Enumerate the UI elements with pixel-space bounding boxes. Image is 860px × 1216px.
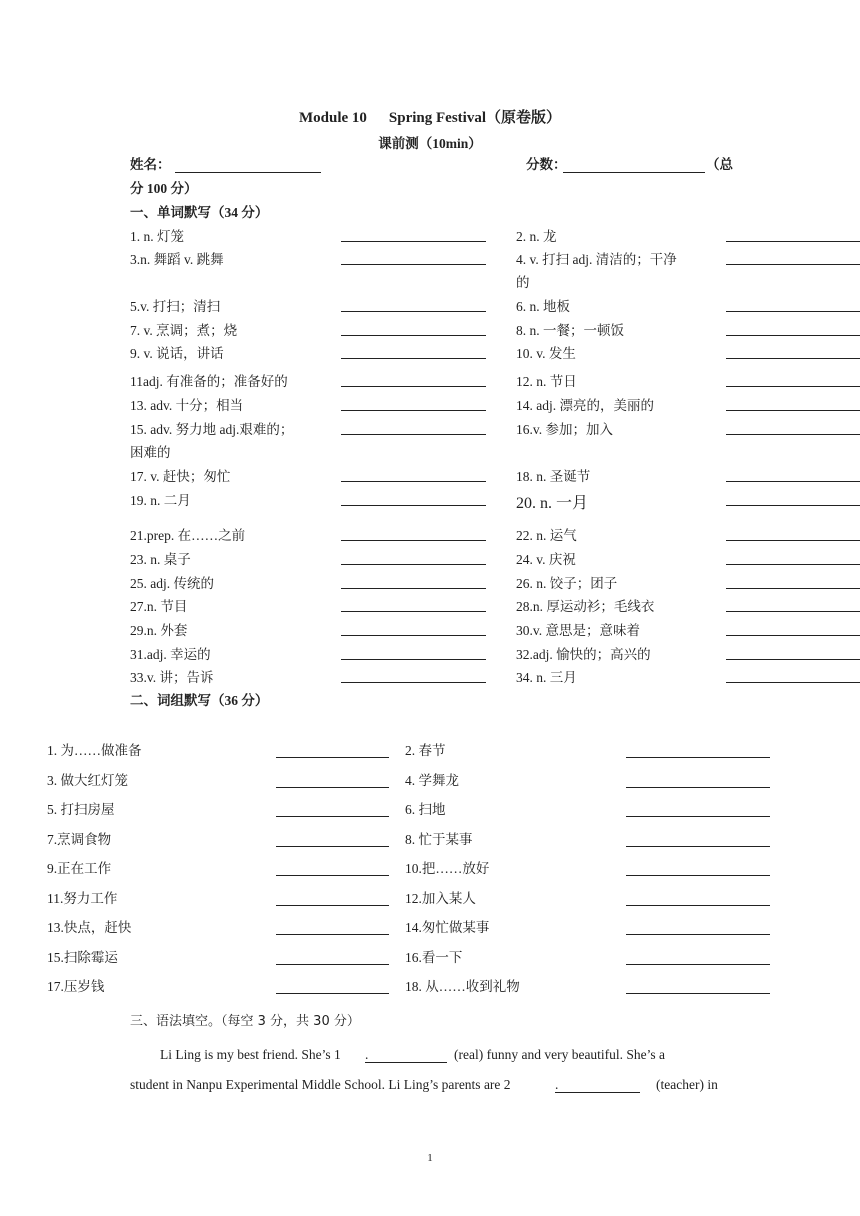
word-item-left: 3.n. 舞蹈 v. 跳舞 bbox=[130, 252, 224, 267]
word-item-continuation: 困难的 bbox=[130, 445, 171, 460]
answer-line[interactable] bbox=[276, 757, 389, 758]
phrase-item-right: 6. 扫地 bbox=[405, 802, 446, 817]
word-item-left: 27.n. 节目 bbox=[130, 599, 188, 614]
answer-line[interactable] bbox=[276, 993, 389, 994]
word-item-right: 32.adj. 愉快的；高兴的 bbox=[516, 647, 651, 662]
word-item-right: 10. v. 发生 bbox=[516, 346, 576, 361]
answer-line[interactable] bbox=[341, 264, 486, 265]
passage-line2-end: (teacher) in bbox=[656, 1077, 718, 1092]
phrase-item-left: 7.烹调食物 bbox=[47, 832, 112, 847]
title-text: Spring Festival（原卷版） bbox=[388, 110, 561, 126]
answer-line[interactable] bbox=[626, 846, 770, 847]
phrase-item-right: 10.把……放好 bbox=[405, 861, 490, 876]
word-item-left: 5.v. 打扫；清扫 bbox=[130, 299, 221, 314]
phrase-item-left: 15.扫除霉运 bbox=[47, 950, 118, 965]
blank-1[interactable] bbox=[365, 1062, 447, 1063]
answer-line[interactable] bbox=[341, 540, 486, 541]
answer-line[interactable] bbox=[726, 588, 860, 589]
word-item-right: 12. n. 节日 bbox=[516, 374, 577, 389]
answer-line[interactable] bbox=[726, 505, 860, 506]
phrase-item-right: 12.加入某人 bbox=[405, 891, 476, 906]
phrase-item-left: 11.努力工作 bbox=[47, 891, 118, 906]
answer-line[interactable] bbox=[341, 481, 486, 482]
word-item-left: 33.v. 讲；告诉 bbox=[130, 670, 214, 685]
word-item-right: 4. v. 打扫 adj. 清洁的；干净 bbox=[516, 252, 677, 267]
word-item-right: 26. n. 饺子；团子 bbox=[516, 576, 618, 591]
answer-line[interactable] bbox=[341, 386, 486, 387]
word-item-left: 15. adv. 努力地 adj.艰难的； bbox=[130, 422, 294, 437]
answer-line[interactable] bbox=[726, 358, 860, 359]
blank-2-dot: . bbox=[555, 1077, 559, 1092]
answer-line[interactable] bbox=[726, 564, 860, 565]
word-item-right: 2. n. 龙 bbox=[516, 229, 557, 244]
module-label: Module 10 bbox=[298, 110, 367, 126]
answer-line[interactable] bbox=[341, 635, 486, 636]
answer-line[interactable] bbox=[341, 682, 486, 683]
name-input-line[interactable] bbox=[175, 172, 321, 173]
answer-line[interactable] bbox=[726, 659, 860, 660]
answer-line[interactable] bbox=[341, 335, 486, 336]
blank-1-dot: . bbox=[365, 1047, 369, 1062]
answer-line[interactable] bbox=[341, 241, 486, 242]
word-item-left: 29.n. 外套 bbox=[130, 623, 188, 638]
answer-line[interactable] bbox=[276, 875, 389, 876]
phrase-item-right: 8. 忙于某事 bbox=[405, 832, 473, 847]
word-item-right: 30.v. 意思是；意味着 bbox=[516, 623, 640, 638]
word-item-left: 1. n. 灯笼 bbox=[130, 229, 184, 244]
word-item-right: 16.v. 参加；加入 bbox=[516, 422, 613, 437]
name-label: 姓名： bbox=[130, 157, 171, 172]
answer-line[interactable] bbox=[726, 635, 860, 636]
answer-line[interactable] bbox=[726, 335, 860, 336]
word-item-left: 25. adj. 传统的 bbox=[130, 576, 214, 591]
word-item-left: 23. n. 桌子 bbox=[130, 552, 191, 567]
phrase-item-right: 16.看一下 bbox=[405, 950, 463, 965]
answer-line[interactable] bbox=[341, 659, 486, 660]
word-item-left: 31.adj. 幸运的 bbox=[130, 647, 211, 662]
answer-line[interactable] bbox=[626, 787, 770, 788]
section2-heading: 二、词组默写（36 分） bbox=[130, 693, 269, 708]
answer-line[interactable] bbox=[276, 964, 389, 965]
phrase-item-left: 5. 打扫房屋 bbox=[47, 802, 115, 817]
word-item-right: 14. adj. 漂亮的，美丽的 bbox=[516, 398, 654, 413]
answer-line[interactable] bbox=[726, 540, 860, 541]
answer-line[interactable] bbox=[726, 410, 860, 411]
answer-line[interactable] bbox=[626, 964, 770, 965]
word-item-right: 8. n. 一餐；一顿饭 bbox=[516, 323, 624, 338]
phrase-item-right: 4. 学舞龙 bbox=[405, 773, 459, 788]
answer-line[interactable] bbox=[276, 846, 389, 847]
answer-line[interactable] bbox=[341, 410, 486, 411]
answer-line[interactable] bbox=[726, 481, 860, 482]
section1-heading: 一、单词默写（34 分） bbox=[130, 205, 269, 220]
phrase-item-left: 1. 为……做准备 bbox=[47, 743, 142, 758]
score-label: 分数： bbox=[526, 157, 567, 172]
word-item-left: 21.prep. 在……之前 bbox=[130, 528, 246, 543]
answer-line[interactable] bbox=[341, 311, 486, 312]
answer-line[interactable] bbox=[626, 905, 770, 906]
answer-line[interactable] bbox=[726, 682, 860, 683]
passage-line1-end: (real) funny and very beautiful. She’s a bbox=[454, 1047, 666, 1062]
answer-line[interactable] bbox=[726, 386, 860, 387]
word-item-right: 6. n. 地板 bbox=[516, 299, 570, 314]
answer-line[interactable] bbox=[341, 358, 486, 359]
answer-line[interactable] bbox=[726, 611, 860, 612]
answer-line[interactable] bbox=[341, 434, 486, 435]
answer-line[interactable] bbox=[341, 505, 486, 506]
word-item-left: 11adj. 有准备的；准备好的 bbox=[130, 374, 288, 389]
word-item-continuation: 的 bbox=[516, 275, 530, 290]
phrase-item-right: 14.匆忙做某事 bbox=[405, 920, 490, 935]
score-suffix: （总 bbox=[706, 157, 733, 172]
answer-line[interactable] bbox=[626, 816, 770, 817]
word-item-right: 34. n. 三月 bbox=[516, 670, 577, 685]
subtitle: 课前测（10min） bbox=[378, 136, 482, 151]
passage-line2-start: student in Nanpu Experimental Middle School. Li Ling’s parents are 2 bbox=[130, 1077, 511, 1092]
answer-line[interactable] bbox=[276, 934, 389, 935]
answer-line[interactable] bbox=[726, 434, 860, 435]
phrase-item-right: 18. 从……收到礼物 bbox=[405, 979, 520, 994]
answer-line[interactable] bbox=[626, 934, 770, 935]
page-number: 1 bbox=[427, 1152, 433, 1164]
phrase-item-left: 13.快点，赶快 bbox=[47, 920, 132, 935]
document-title bbox=[0, 106, 860, 127]
blank-2[interactable] bbox=[555, 1092, 640, 1093]
word-item-right: 20. n. 一月 bbox=[516, 495, 589, 512]
total-score: 分 100 分） bbox=[130, 181, 198, 196]
answer-line[interactable] bbox=[726, 311, 860, 312]
word-item-left: 7. v. 烹调；煮；烧 bbox=[130, 323, 238, 338]
answer-line[interactable] bbox=[276, 905, 389, 906]
word-item-right: 18. n. 圣诞节 bbox=[516, 469, 591, 484]
answer-line[interactable] bbox=[341, 611, 486, 612]
answer-line[interactable] bbox=[726, 241, 860, 242]
phrase-item-left: 9.正在工作 bbox=[47, 861, 112, 876]
section3-heading: 三、语法填空。（每空 3 分，共 30 分） bbox=[130, 1014, 360, 1029]
answer-line[interactable] bbox=[341, 564, 486, 565]
word-item-left: 19. n. 二月 bbox=[130, 493, 191, 508]
word-item-right: 28.n. 厚运动衫；毛线衣 bbox=[516, 599, 655, 614]
passage-line1-start: Li Ling is my best friend. She’s 1 bbox=[160, 1047, 341, 1062]
word-item-left: 13. adv. 十分；相当 bbox=[130, 398, 244, 413]
answer-line[interactable] bbox=[726, 264, 860, 265]
score-input-line[interactable] bbox=[563, 172, 705, 173]
word-item-right: 24. v. 庆祝 bbox=[516, 552, 576, 567]
word-item-left: 9. v. 说话，讲话 bbox=[130, 346, 224, 361]
answer-line[interactable] bbox=[341, 588, 486, 589]
phrase-item-right: 2. 春节 bbox=[405, 743, 446, 758]
word-item-right: 22. n. 运气 bbox=[516, 528, 577, 543]
word-item-left: 17. v. 赶快；匆忙 bbox=[130, 469, 231, 484]
phrase-item-left: 17.压岁钱 bbox=[47, 979, 105, 994]
phrase-item-left: 3. 做大红灯笼 bbox=[47, 773, 128, 788]
answer-line[interactable] bbox=[626, 993, 770, 994]
answer-line[interactable] bbox=[276, 816, 389, 817]
answer-line[interactable] bbox=[276, 787, 389, 788]
answer-line[interactable] bbox=[626, 757, 770, 758]
answer-line[interactable] bbox=[626, 875, 770, 876]
